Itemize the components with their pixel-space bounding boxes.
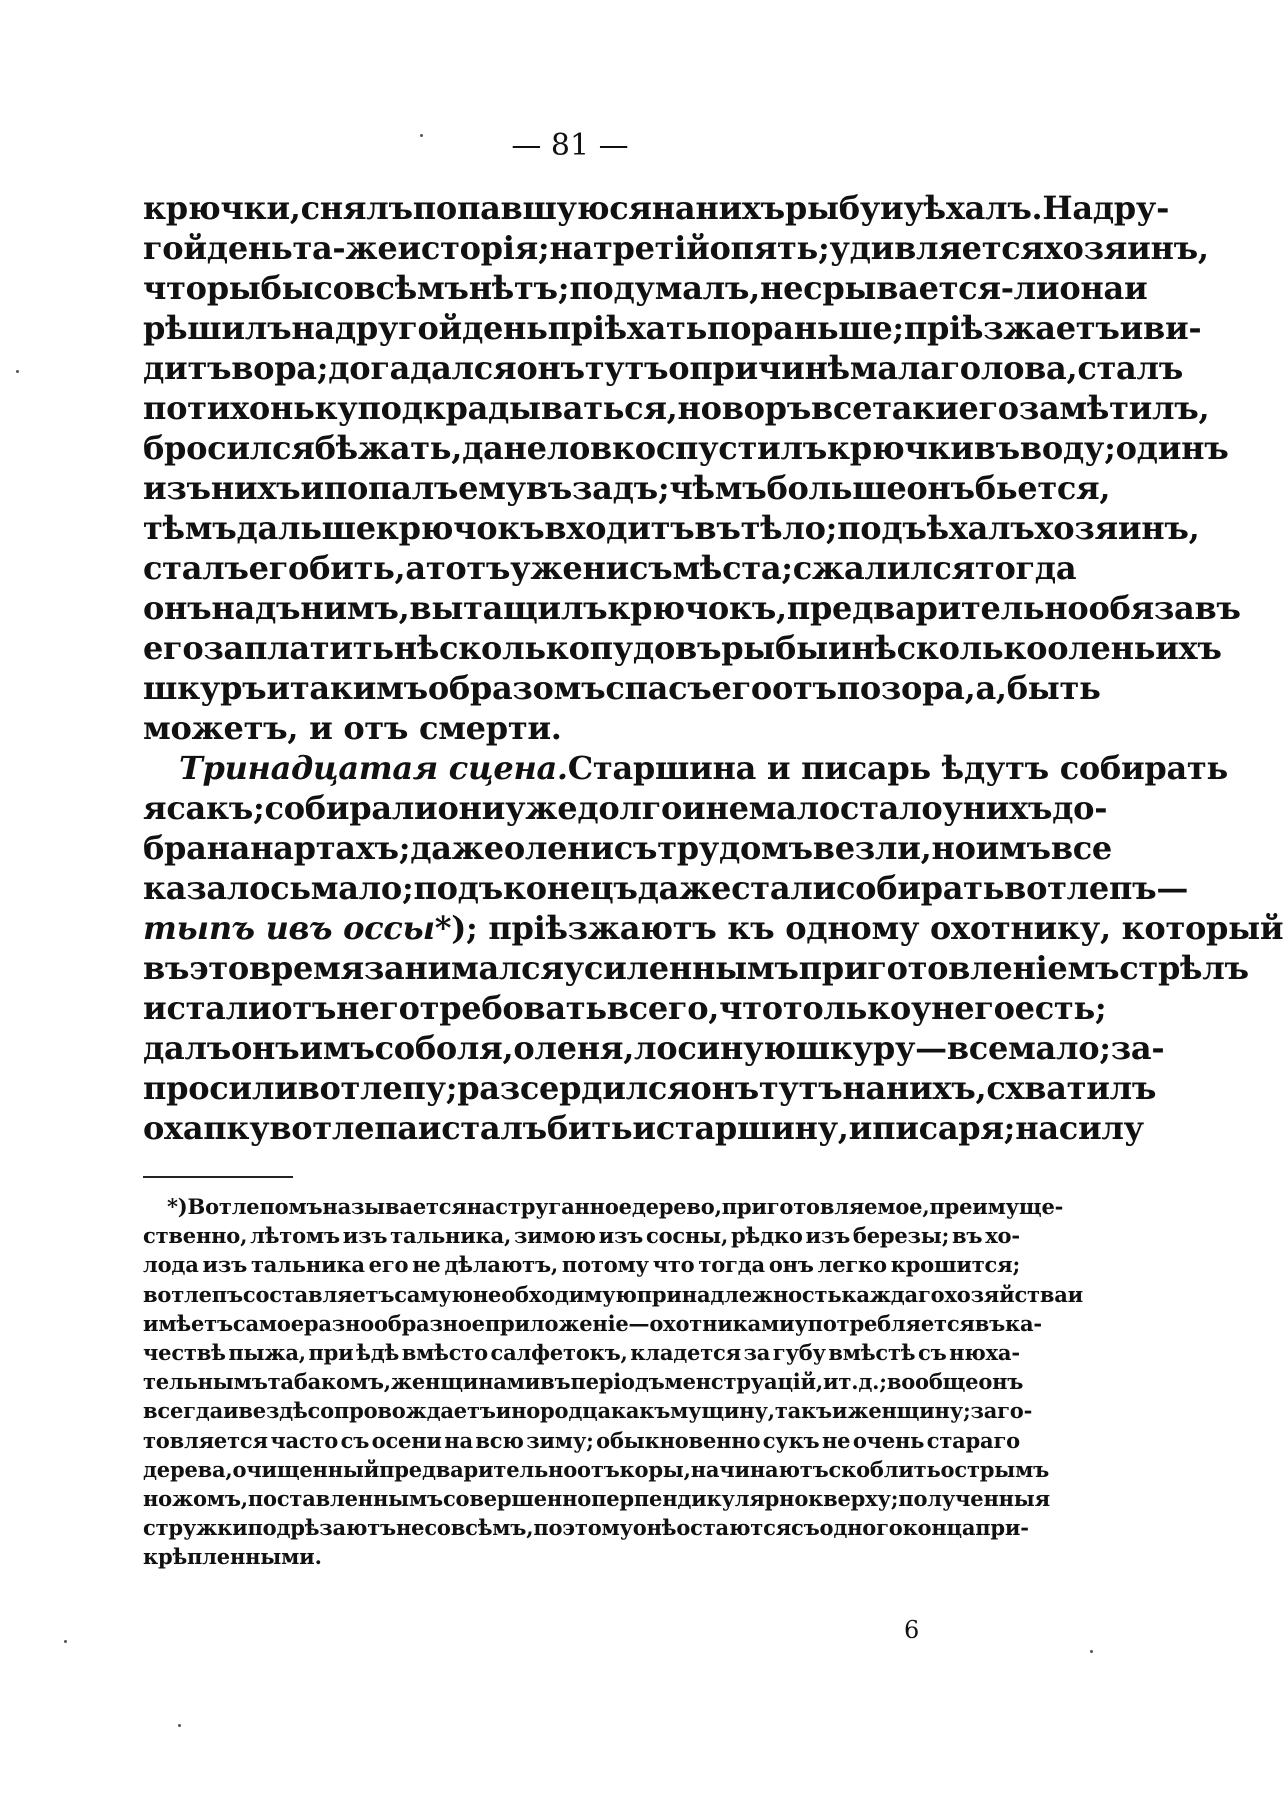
text-line: бросился бѣжать, да неловко спустилъ крючки въ воду; одинъ: [143, 429, 1229, 467]
text-line: гой день та-же исторія; на третій опять; удивляется хозяинъ,: [143, 229, 1209, 267]
print-speck: [64, 1640, 67, 1643]
text-line: потихоньку подкрадываться, но воръ все таки его замѣтилъ,: [143, 389, 1210, 427]
main-text: [143, 188, 1283, 1148]
footnote-line: имѣетъ самое разнообразное приложеніе — охотниками употребляется въ ка-: [143, 1310, 1042, 1336]
text-line: въ это время занимался усиленнымъ приготовленіемъ стрѣлъ: [143, 949, 1249, 987]
text-fragment: Старшина и писарь ѣдутъ собирать: [567, 749, 1228, 787]
footnote-line: вотлепъ составляетъ самую необходимую принадлежность каждаго хозяйства и: [143, 1281, 1084, 1307]
print-speck: [16, 370, 19, 373]
footnote-line: стружки подрѣзаютъ не совсѣмъ, поэтому онѣ остаются съ одного конца при-: [143, 1515, 1029, 1541]
footnote-line: дерева, очищенный предварительно отъ коры, начинаютъ скоблить острымъ: [143, 1456, 1050, 1482]
footnote-line: всегда и вездѣ сопровождаетъ инородца какъ мущину, такъ и женщину; заго-: [143, 1398, 1033, 1424]
footnote-line: ножомъ, поставленнымъ совершенно перпендикулярно кверху; полученныя: [143, 1485, 1050, 1511]
text-line: крючки, снялъ попавшуюся на нихъ рыбу и уѣхалъ. На дру-: [143, 189, 1170, 227]
text-line: онъ надъ нимъ, вытащилъ крючокъ, предварительно обязавъ: [143, 589, 1241, 627]
page-number: — 81 —: [511, 128, 629, 163]
text-line: и стали отъ него требовать всего, что только у него есть;: [143, 989, 1107, 1027]
text-fragment: *); пріѣзжаютъ къ одному охотнику, который: [434, 909, 1283, 947]
text-line: его заплатить нѣсколько пудовъ рыбы и нѣсколько оленьихъ: [143, 629, 1222, 667]
text-line: изъ нихъ и попалъ ему въ задъ; чѣмъ больше онъ бьется,: [143, 469, 1111, 507]
footnote-line: ственно, лѣтомъ изъ тальника, зимою изъ сосны, рѣдко изъ березы; въ хо-: [143, 1223, 1020, 1249]
text-line: казалось мало; подъ конецъ даже стали собирать вотлепъ—: [143, 869, 1189, 907]
footnote-line: товляется часто съ осени на всю зиму; обыкновенно сукъ не очень стараго: [143, 1427, 1020, 1453]
text-line: шкуръ и такимъ образомъ спасъ его отъ позора, а, быть: [143, 669, 1101, 707]
text-line: бра на нартахъ; даже олени съ трудомъ везли, но имъ все: [143, 829, 1112, 867]
signature-mark: 6: [904, 1616, 920, 1644]
text-line: сталъ его бить, а тотъ уже ни съ мѣста; сжалился тогда: [143, 549, 1077, 587]
footnote-line: крѣпленными.: [143, 1544, 322, 1570]
print-speck: [420, 134, 423, 137]
scene-heading: Тринадцатая сцена.: [179, 749, 568, 787]
print-speck: [1090, 1650, 1093, 1653]
text-line: можетъ, и отъ смерти.: [143, 709, 562, 747]
footnote-line: *) Вотлепомъ называется наструганное дерево, приготовляемое, преимуще-: [167, 1194, 1064, 1219]
text-line: охапку вотлепа и сталъ бить и старшину, и писаря; насилу: [143, 1109, 1144, 1147]
text-line: рѣшилъ на другой день пріѣхать пораньше; пріѣзжаетъ и ви-: [143, 309, 1202, 347]
footnote-line: тельнымъ табакомъ, женщинами въ періодъ менструацій, и т. д.; вообще онъ: [143, 1369, 1024, 1395]
text-line: далъ онъ имъ соболя, оленя, лосиную шкуру—все мало; за-: [143, 1029, 1165, 1067]
text-line: просили вотлепу; разсердился онъ тутъ на нихъ, схватилъ: [143, 1069, 1157, 1107]
print-speck: [178, 1724, 181, 1727]
text-line: тѣмъ дальше крючокъ входитъ въ тѣло; подъѣхалъ хозяинъ,: [143, 509, 1200, 547]
footnote-line: лода изъ тальника его не дѣлаютъ, потому что тогда онъ легко крошится;: [143, 1252, 1020, 1278]
text-line: дитъ вора; догадался онъ тутъ о причинѣ малаго лова, сталъ: [143, 349, 1184, 387]
footnote: [143, 1192, 1084, 1571]
paragraph-start: [143, 748, 1228, 788]
text-line-with-italic: [143, 908, 1283, 948]
footnote-line: чествѣ пыжа, при ѣдѣ вмѣсто салфетокъ, кладется за губу вмѣстѣ съ нюха-: [143, 1339, 1020, 1365]
italic-phrase: тыпъ ивъ оссы: [143, 909, 435, 947]
footnote-divider: [143, 1176, 293, 1178]
text-line: что рыбы совсѣмъ нѣтъ; подумалъ, не срывается-ли она и: [143, 269, 1148, 307]
text-line: ясакъ; собирали они уже долго и не мало стало у нихъ до-: [143, 789, 1108, 827]
